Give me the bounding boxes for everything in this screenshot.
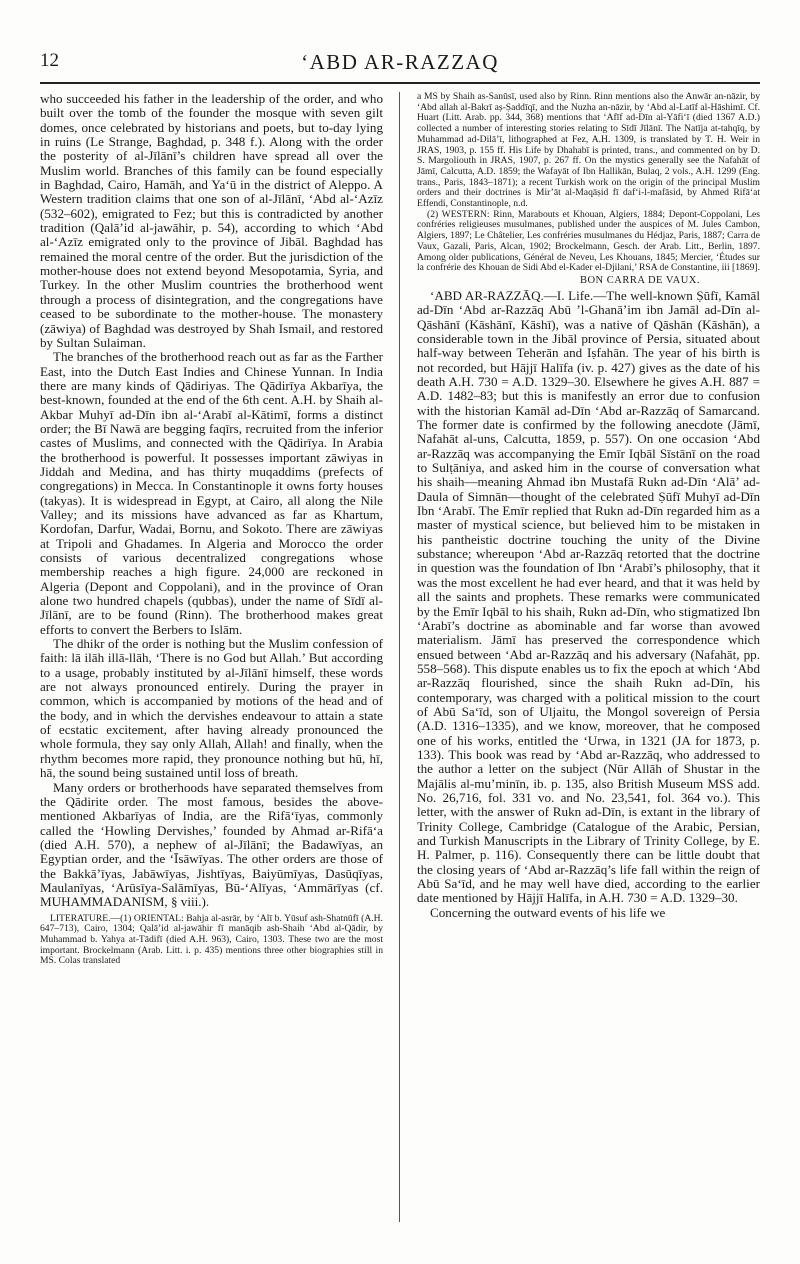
paragraph-order-branches: The branches of the brotherhood reach out as far as the Farther East, into the Dutch East Indies and Chinese Yunnan. In India there are many kinds of Qādiriyas. The Qādirīya Akbarīya, the best-known, founded at the end of the 6th cent. A.H. by Shaih al-Akbar Muhyī ad-Dīn ibn al-‘Arabī al-Kātimī, forms a distinct order; the Bī Nawā are begging faqīrs, recruited from the inferior castes of Muslims, and connected with the Qādirīya. In Arabia the brotherhood is powerful. It possesses important zāwiyas in Jiddah and Medina, and has thirty muqaddims (prefects of congregations) in Mecca. In Constantinople it owns forty houses (takyas). It is widespread in Egypt, at Cairo, all along the Nile Valley; and its missions have advanced as far as Khartum, Kordofan, Darfur, Wadai, Bornu, and Sokoto. There are zāwiyas at Tripoli and Ghadames. In Algeria and Morocco the order consists of various decentralized congregations whose membership reaches a high figure. 24,000 are reckoned in Algeria (Depont and Coppolani), and in the province of Oran alone two hundred chapels (qubbas), under the name of Sīdī al-Jīlānī, are to be found (Rinn). The brotherhood makes great efforts to convert the Berbers to Islām.	[40, 349, 383, 637]
literature-continued: a MS by Shaih as-Sanūsī, used also by Rinn. Rinn mentions also the Anwār an-nāzir, by ‘Abd allah al-Bakrī aṣ-Ṣaddīqī, and the Nuzha an-nāzir, by ‘Abd al-Latīf al-Hāshimī. Cf. Huart (Litt. Arab. pp. 344, 368) mentions that ‘Afīf ad-Dīn al-Yāfi‘ī (died 1367 A.D.) collected a number of interesting stories relating to Sīdī Jīlānī. The Natīja at-tahqīq, by Muhammad ad-Dilā’ī, lithographed at Fez, A.H. 1309, is translated by T. H. Weir in JRAS, 1903, p. 155 ff. His Life by Dhahabī is printed, trans., and commented on by D. S. Margoliouth in JRAS, 1907, p. 267 ff. On the mystics generally see the Nafahāt of Jāmī, Calcutta, A.D. 1859; the Wafayāt of Ibn Hallikān, Bulaq, 2 vols., A.H. 1299 (Eng. trans., Paris, 1843–1871); a recent Turkish work on the origin of the principal Muslim orders and their doctrines is Mir’āt al-Maqāṣid fī daf‘i-l-mafāsid, by Ahmed Rifā‘at Effendi, Constantinople, n.d.	[417, 91, 760, 210]
paragraph-order-history: who succeeded his father in the leadership of the order, and who built over the tomb of the founder the mosque with seven gilt domes, once celebrated by historians and poets, but to-day lying in ruins (Le Strange, Baghdad, p. 348 f.). Along with the order the posterity of al-Jīlānī’s children have spread all over the Muslim world. Branches of this family can be found especially in Baghdad, Cairo, Hamāh, and Ya‘ū in the district of Aleppo. A Western tradition claims that one son of al-Jīlānī, ‘Abd al-‘Azīz (532–602), emigrated to Fez; but this is contradicted by another tradition (Qalā’id al-jawāhir, p. 54), according to which ‘Abd al-‘Azīz emigrated only to the province of Jibāl. Baghdad has remained the moral centre of the order. But the jurisdiction of the mother-house does not extend beyond Mesopotamia, Syria, and Turkey. In the other Muslim countries the brotherhood went through a process of disintegration, and the congregations have ceased to be subordinate to the mother-house. The monastery (zāwiya) of Baghdad was destroyed by Shah Ismail, and restored by Sultan Sulaiman.	[40, 91, 383, 350]
author-signature: BON CARRA DE VAUX.	[579, 274, 700, 286]
page-header	[40, 50, 760, 80]
literature-western: (2) WESTERN: Rinn, Marabouts et Khouan, Algiers, 1884; Depont-Coppolani, Les confréries religieuses musulmanes, published under the auspices of M. Jules Cambon, Algiers, 1897; Le Châtelier, Les confréries musulmanes du Hédjaz, Paris, 1887; Carra de Vaux, Gazali, Paris, Alcan, 1902; Brockelmann, Gesch. der Arab. Litt., Berlin, 1897. Among older publications, Général de Neveu, Les Khouans, 1845; Mercier, ‘Études sur la confrérie des Khouan de Sidi Abd el-Kader el-Djilani,’ RSA de Constantine, iii [1869].	[417, 208, 760, 274]
paragraph-offshoot-orders: Many orders or brotherhoods have separated themselves from the Qādirite order. The most famous, besides the above-mentioned Akbarīyas of India, are the Rifā‘īyas, commonly called the ‘Howling Dervishes,’ founded by Ahmad ar-Rifā‘a (died A.H. 570), a nephew of al-Jīlānī; the Badawīyas, an Egyptian order, and the ‘Īsāwīyas. The other orders are those of the Bakkā’īyas, Jabāwīyas, Jishtīyas, Baiyūmīyas, Dasūqīyas, Maulanīyas, ‘Arūsīya-Salāmīyas, Bū-‘Alīyas, ‘Ammārīyas (cf. MUHAMMADANISM, § viii.).	[40, 779, 383, 910]
left-column	[40, 92, 383, 967]
column-divider	[399, 92, 400, 1222]
entry-continuation: Concerning the outward events of his life we	[430, 904, 666, 920]
header-rule	[40, 82, 760, 84]
page-number: 12	[40, 50, 59, 71]
paragraph-dhikr: The dhikr of the order is nothing but the Muslim confession of faith: lā ilāh illā-llāh, ‘There is no God but Allah.’ But according to a usage, probably instituted by al-Jīlānī himself, these words are not always pronounced entirely. During the prayer in common, which is accompanied by motions of the head and of the body, and in which the dervishes endeavour to attain a state of ecstatic excitement, after having already pronounced the whole formula, they say only Allah, Allah! and finally, when the rhythm becomes more rapid, they pronounce nothing but hū, hī, hā, the sound being sustained until loss of breath.	[40, 636, 383, 781]
running-head: ‘ABD AR-RAZZAQ	[301, 50, 499, 74]
literature-oriental: LITERATURE.—(1) ORIENTAL: Bahja al-asrār, by ‘Alī b. Yūsuf ash-Shatnūfī (A.H. 647–713), Cairo, 1304; Qalā’id al-jawāhir fī manāqib ash-Shaih ‘Abd al-Qādir, by Muhammad b. Yahya at-Tādifī (died A.H. 963), Cairo, 1303. These two are the most important. Brockelmann (Arab. Litt. i. p. 435) mentions three other biographies still in MS. Colas translated	[40, 912, 383, 967]
right-column	[417, 92, 760, 920]
entry-abd-ar-razzaq-life: ‘ABD AR-RAZZĀQ.—I. Life.—The well-known Ṣūfī, Kamāl ad-Dīn ‘Abd ar-Razzāq Abū ’l-Ghanā’im ibn Jamāl ad-Dīn al-Qāshānī (Kāshānī, Kāshī), was a native of Qāshān (Kāshān), a considerable town in the Jibāl province of Persia, situated about half-way between Teherān and Iṣfahān. The year of his birth is not recorded, but Hājjī Halīfa (iv. p. 427) gives as the date of his death A.H. 730 = A.D. 1329–30. Elsewhere he gives A.H. 887 = A.D. 1482–83; but this is manifestly an error due to confusion with the historian Kamāl ad-Dīn ‘Abd ar-Razzāq of Samarcand. The former date is confirmed by the following anecdote (Jāmī, Nafahāt al-uns, Calcutta, 1859, p. 557). On one occasion ‘Abd ar-Razzāq was accompanying the Emīr Iqbāl Sīstānī on the road to Sulṭāniya, and asked him in the course of conversation what his shaih—meaning Ahmad ibn Mustafā Rukn ad-Dīn ‘Alā’ ad-Daula of Simnān—thought of the celebrated Ṣūfī Muhyī ad-Dīn Ibn ‘Arabī. The Emīr replied that Rukn ad-Dīn regarded him as a master of mystical science, but believed him to be mistaken in his pantheistic doctrine touching the unity of the Divine substance; whereupon ‘Abd ar-Razzāq retorted that the doctrine in question was the foundation of Ibn ‘Arabī’s philosophy, that it was the most excellent he had ever heard, and that it was held by all the saints and prophets. These remarks were communicated by the Emīr Iqbāl to his shaih, Rukn ad-Dīn, who stigmatized Ibn ‘Arabī’s doctrine as abominable and far worse than avowed materialism. Jāmī has preserved the correspondence which ensued between ‘Abd ar-Razzāq and his adversary (Nafahāt, pp. 558–568). This dispute enables us to fix the epoch at which ‘Abd ar-Razzāq flourished, since the shaih Rukn ad-Dīn, his contemporary, was charged with a political mission to the court of Abū Sa‘īd, son of Uljaitu, the Mongol sovereign of Persia (A.D. 1316–1335), and we know, moreover, that he composed one of his works, entitled the ‘Urwa, in 1321 (JA for 1873, p. 133). This book was read by ‘Abd ar-Razzāq, who addressed to the author a letter on the subject (Nūr Allāh of Shustar in the Majālis al-mu’minīn, ib. p. 135, also British Museum MSS add. No. 26,716, fol. 331 vo. and No. 23,541, fol. 364 vo.). This letter, with the answer of Rukn ad-Dīn, is extant in the library of Trinity College, Cambridge (Catalogue of the Arabic, Persian, and Turkish Manuscripts in the Library of Trinity College, by E. H. Palmer, p. 116). Consequently there can be little doubt that the closing years of ‘Abd ar-Razzāq’s life fall within the reign of Abū Sa‘īd, and he may well have died, according to the earlier date mentioned by Hājjī Halīfa, in A.H. 730 = A.D. 1329–30.	[417, 287, 760, 906]
